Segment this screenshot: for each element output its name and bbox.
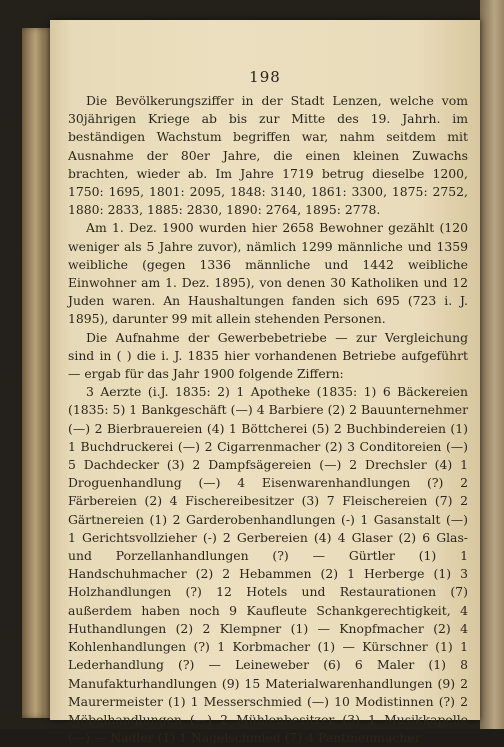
facing-page-strip [480,0,504,729]
paragraph-population: Die Bevölkerungsziffer in der Stadt Lenzen, welche vom 30jährigen Kriege ab bis zur Mitte des 19. Jahrh. im beständigen Wachstum begriffen war, nahm seitdem mit Ausnahme der 80er Jahre, die einen kleinen Zuwachs brachten, wieder ab. Im Jahre 1719 betrug dieselbe 1200, 1750: 1695, 1801: 2095, 1848: 3140, 1861: 3300, 1875: 2752, 1880: 2833, 1885: 2830, 1890: 2764, 1895: 2778. [68,93,468,218]
paragraph-census-1900: Am 1. Dez. 1900 wurden hier 2658 Bewohner gezählt (120 weniger als 5 Jahre zuvor), nämlich 1299 männliche und 1359 weibliche (gegen 1336 männliche und 1442 weibliche Einwohner am 1. Dez. 1895), von denen 30 Katholiken und 12 Juden waren. An Haushaltungen fanden sich 695 (723 i. J. 1895), darunter 99 mit allein stehenden Personen. [68,220,468,327]
page-body-text [68,92,468,747]
book-page-edges [22,28,52,718]
paragraph-trade-intro: Die Aufnahme der Gewerbebetriebe — zur Vergleichung sind in ( ) die i. J. 1835 hier vorhandenen Betriebe aufgeführt — ergab für das Jahr 1900 folgende Ziffern: [68,329,468,382]
page-number: 198 [249,68,281,86]
paragraph-trade-list: 3 Aerzte (i.J. 1835: 2) 1 Apotheke (1835: 1) 6 Bäckereien (1835: 5) 1 Bankgeschäft (—) 4 Barbiere (2) 2 Bauunternehmer (—) 2 Bierbrauereien (4) 1 Böttcherei (5) 2 Buchbindereien (1) 1 Buchdruckerei (—) 2 Cigarrenmacher (2) 3 Conditoreien (—) 5 Dachdecker (3) 2 Dampfsägereien (—) 2 Drechsler (4) 1 Droguenhandlung (—) 4 Eisenwarenhandlungen (?) 2 Färbereien (2) 4 Fischereibesitzer (3) 7 Fleischereien (7) 2 Gärtnereien (1) 2 Garderobenhandlungen (-) 1 Gasanstalt (—) 1 Gerichtsvollzieher (-) 2 Gerbereien (4) 4 Glaser (2) 6 Glas- und Porzellanhandlungen (?) — Gürtler (1) 1 Handschuhmacher (2) 2 Hebammen (2) 1 Herberge (1) 3 Holzhandlungen (?) 12 Hotels und Restaurationen (7) außerdem haben noch 9 Kaufleute Schankgerechtigkeit, 4 Huthandlungen (2) 2 Klempner (1) — Knopfmacher (2) 4 Kohlenhandlungen (?) 1 Korbmacher (1) — Kürschner (1) 1 Lederhandlung (?) — Leineweber (6) 6 Maler (1) 8 Manufakturhandlungen (9) 15 Materialwarenhandlungen (9) 2 Maurermeister (1) 1 Messerschmied (—) 10 Modistinnen (?) 2 Möbelhandlungen (—) 2 Mühlenbesitzer (3) 1 Musikkapelle (—) — Nadler (1) 1 Nagelschmied (7) 4 Pantinenmacher [68,384,468,746]
